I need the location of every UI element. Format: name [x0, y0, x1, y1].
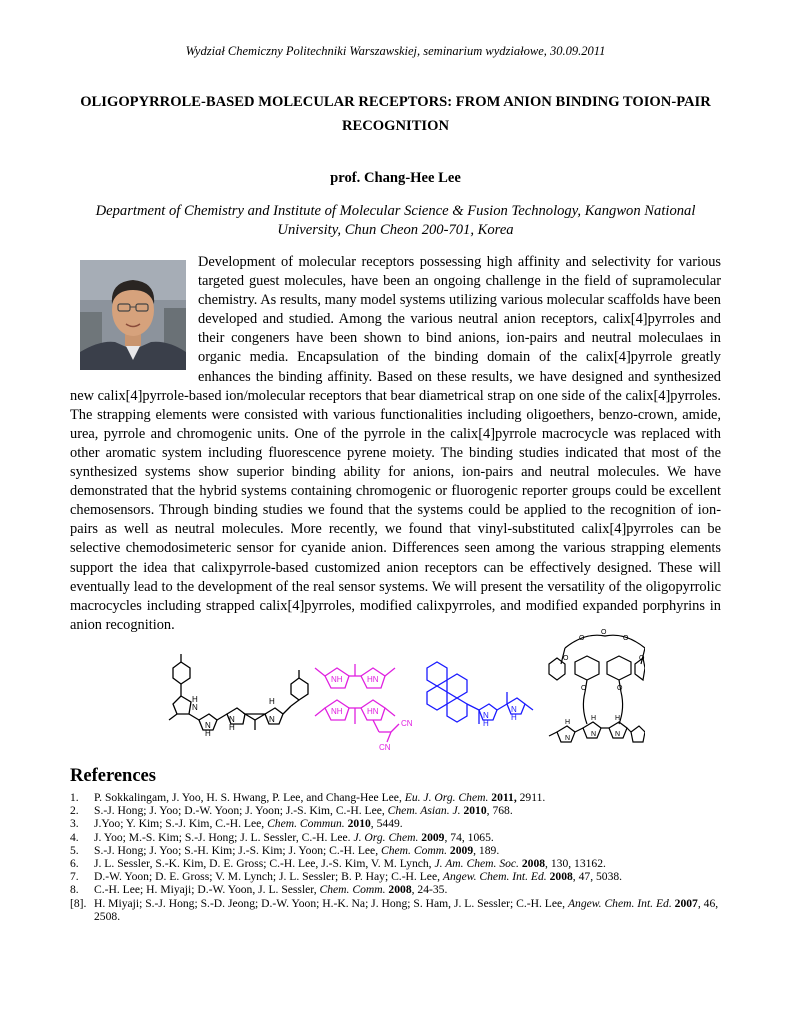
structure2-labels	[331, 675, 413, 752]
reference-item	[70, 791, 721, 804]
reference-item	[70, 883, 721, 896]
label-o-3: O	[623, 635, 629, 642]
label-n-8: N	[591, 731, 597, 738]
label-h-8: H	[591, 715, 597, 722]
reference-pages: , 768.	[486, 804, 513, 818]
label-o-2: O	[601, 629, 607, 636]
reference-journal: Chem. Commun.	[267, 817, 345, 831]
author-name: prof. Chang-Hee Lee	[330, 170, 461, 186]
label-o-6: O	[581, 685, 587, 692]
reference-item	[70, 897, 721, 923]
reference-number: 5.	[70, 843, 79, 857]
reference-item	[70, 831, 721, 844]
reference-authors: J. L. Sessler, S.-K. Kim, D. E. Gross; C.-H. Lee, J.-S. Kim, V. M. Lynch,	[94, 857, 435, 871]
reference-item	[70, 857, 721, 870]
references-list	[70, 791, 721, 923]
reference-number: 8.	[70, 883, 79, 897]
label-h-4: H	[269, 697, 275, 706]
reference-authors: C.-H. Lee; H. Miyaji; D.-W. Yoon, J. L. Sessler,	[94, 883, 320, 897]
label-h-1: H	[192, 695, 198, 704]
reference-item	[70, 844, 721, 857]
reference-pages: , 189.	[473, 843, 500, 857]
reference-journal: Chem. Comm.	[319, 883, 386, 897]
label-h-7: H	[565, 719, 571, 726]
label-n-3: N	[229, 715, 235, 724]
reference-year: 2011,	[488, 791, 517, 804]
structure-strapped-calixpyrrole	[549, 635, 645, 742]
structure4-labels	[563, 629, 645, 742]
reference-number: 3.	[70, 817, 79, 831]
reference-authors: S.-J. Hong; J. Yoo; S.-H. Kim; J.-S. Kim; J. Yoon; C.-H. Lee,	[94, 843, 381, 857]
reference-pages: , 24-35.	[411, 883, 448, 897]
reference-journal: Angew. Chem. Int. Ed.	[567, 896, 672, 910]
reference-year: 2009	[447, 843, 474, 857]
reference-authors: S.-J. Hong; J. Yoo; D.-W. Yoon; J. Yoon; J.-S. Kim, C.-H. Lee,	[94, 804, 388, 818]
reference-year: 2007	[671, 896, 698, 910]
reference-number: 1.	[70, 791, 79, 804]
label-n-1: N	[192, 703, 198, 712]
author-affiliation: Department of Chemistry and Institute of Molecular Science & Fusion Technology, Kangwon National University, Chun Cheon 200-701, Korea	[95, 203, 696, 238]
running-header: Wydział Chemiczny Politechniki Warszawskiej, seminarium wydziałowe, 30.09.2011	[185, 44, 606, 58]
reference-pages: , 5449.	[370, 817, 403, 831]
reference-pages: , 46, 2508.	[94, 896, 719, 923]
reference-journal: Eu. J. Org. Chem.	[404, 791, 489, 804]
structure-dipyrromethane-black	[169, 654, 308, 730]
label-nh-1: NH	[331, 675, 343, 684]
reference-pages: , 47, 5038.	[572, 870, 623, 884]
reference-journal: Angew. Chem. Int. Ed.	[442, 870, 547, 884]
author-portrait	[80, 260, 186, 370]
label-o-1: O	[579, 635, 585, 642]
label-hn-1: HN	[367, 675, 379, 684]
reference-journal: Chem. Asian. J.	[387, 804, 461, 818]
reference-authors: J. Yoo; M.-S. Kim; S.-J. Hong; J. L. Sessler, C.-H. Lee.	[94, 830, 354, 844]
reference-authors: J.Yoo; Y. Kim; S.-J. Kim, C.-H. Lee,	[94, 817, 268, 831]
reference-year: 2008	[518, 857, 546, 871]
label-cn-2: CN	[379, 743, 391, 752]
reference-item	[70, 870, 721, 883]
label-n-9: N	[615, 731, 621, 738]
label-o-5: O	[639, 655, 645, 662]
structure-pyrene-blue	[427, 662, 533, 724]
reference-journal: Chem. Comm.	[381, 843, 448, 857]
reference-year: 2008	[385, 883, 412, 897]
reference-item	[70, 817, 721, 830]
reference-year: 2010	[344, 817, 371, 831]
references-heading: References	[70, 766, 156, 786]
reference-journal: J. Am. Chem. Soc.	[434, 857, 519, 871]
chemical-structures-figure	[165, 628, 645, 758]
label-h-3: H	[229, 723, 235, 732]
reference-number: 6.	[70, 857, 79, 871]
label-n-6: N	[511, 705, 517, 714]
reference-number: 4.	[70, 830, 79, 844]
reference-number: [8].	[70, 896, 87, 910]
reference-authors: H. Miyaji; S.-J. Hong; S.-D. Jeong; D.-W. Yoon; H.-K. Na; J. Hong; S. Ham, J. L. Sessler; C.-H. Lee,	[94, 896, 568, 910]
abstract	[70, 253, 721, 635]
reference-number: 7.	[70, 870, 79, 884]
reference-year: 2009	[418, 830, 445, 844]
reference-authors: D.-W. Yoon; D. E. Gross; V. M. Lynch; J. L. Sessler; B. P. Hay; C.-H. Lee,	[94, 870, 443, 884]
reference-number: 2.	[70, 804, 79, 818]
abstract-text: Development of molecular receptors possessing high affinity and selectivity for various targeted guest molecules, have been an ongoing challenge in the field of supramolecular chemistry. As results, many model systems utilizing various molecular scaffolds have been developed and studied. Among the various neutral anion receptors, calix[4]pyrroles and their congeners have been shown to bind anions, ion-pairs and neutral moleculaes in organic media. Encapsulation of the binding domain of the calix[4]pyrrole greatly enhances the binding affinity. Based on these results, we have designed and synthesized new calix[4]pyrrole-based ion/molecular receptors that bear diametrical strap on one side of the calix[4]pyrroles. The strapping elements were consisted with various functionalities including oligoethers, benzo-crown, amide, urea, pyrrole and chromogenic units. One of the pyrrole in the calix[4]pyrrole macrocycle was replaced with other aromatic system including fluorescence pyrene moiety. The binding studies indicated that most of the synthesized systems show superior binding ability for anions, ion-pairs and neutral molecules. We have demonstrated that the hybrid systems containing chromogenic or fluorogenic reporter groups could be excellent chemosensors. Through binding studies we found that the systems could be applied to the recognition of ion-pairs as well as neutral molecules. More recently, we found that vinyl-substituted calix[4]pyrroles can be selective chemodosimeteric sensor for cyanide anion. Differences seen among the various strapping elements support the idea that calixpyrrole-based customized anion receptors can be effectively designed. These will eventually lead to the development of the real sensor systems. We will present the versatility of the oligopyrrolic macrocycles including strapped calix[4]pyrroles, modified calixpyrroles, and modified expanded porphyrins in anion recognition.	[70, 254, 721, 633]
reference-year: 2008	[546, 870, 573, 884]
reference-journal: J. Org. Chem.	[353, 830, 419, 844]
paper-title: OLIGOPYRROLE-BASED MOLECULAR RECEPTORS: FROM ANION BINDING TOION-PAIR RECOGNITION	[80, 94, 711, 134]
label-hn-2: HN	[367, 707, 379, 716]
label-o-4: O	[563, 655, 569, 662]
label-n-2: N	[205, 721, 211, 730]
label-h-5: H	[483, 719, 489, 728]
label-o-7: O	[617, 685, 623, 692]
label-nh-2: NH	[331, 707, 343, 716]
label-cn-1: CN	[401, 719, 413, 728]
label-h-6: H	[511, 713, 517, 722]
reference-pages: , 130, 13162.	[545, 857, 606, 871]
label-n-5: N	[483, 711, 489, 720]
label-n-4: N	[269, 715, 275, 724]
reference-pages: 2911.	[516, 791, 546, 804]
reference-year: 2010	[460, 804, 487, 818]
reference-pages: , 74, 1065.	[444, 830, 494, 844]
reference-item	[70, 804, 721, 817]
label-h-2: H	[205, 729, 211, 738]
label-h-9: H	[615, 715, 621, 722]
reference-authors: P. Sokkalingam, J. Yoo, H. S. Hwang, P. Lee, and Chang-Hee Lee,	[94, 791, 405, 804]
label-n-7: N	[565, 735, 571, 742]
structure-porphyrin-magenta	[315, 664, 399, 742]
